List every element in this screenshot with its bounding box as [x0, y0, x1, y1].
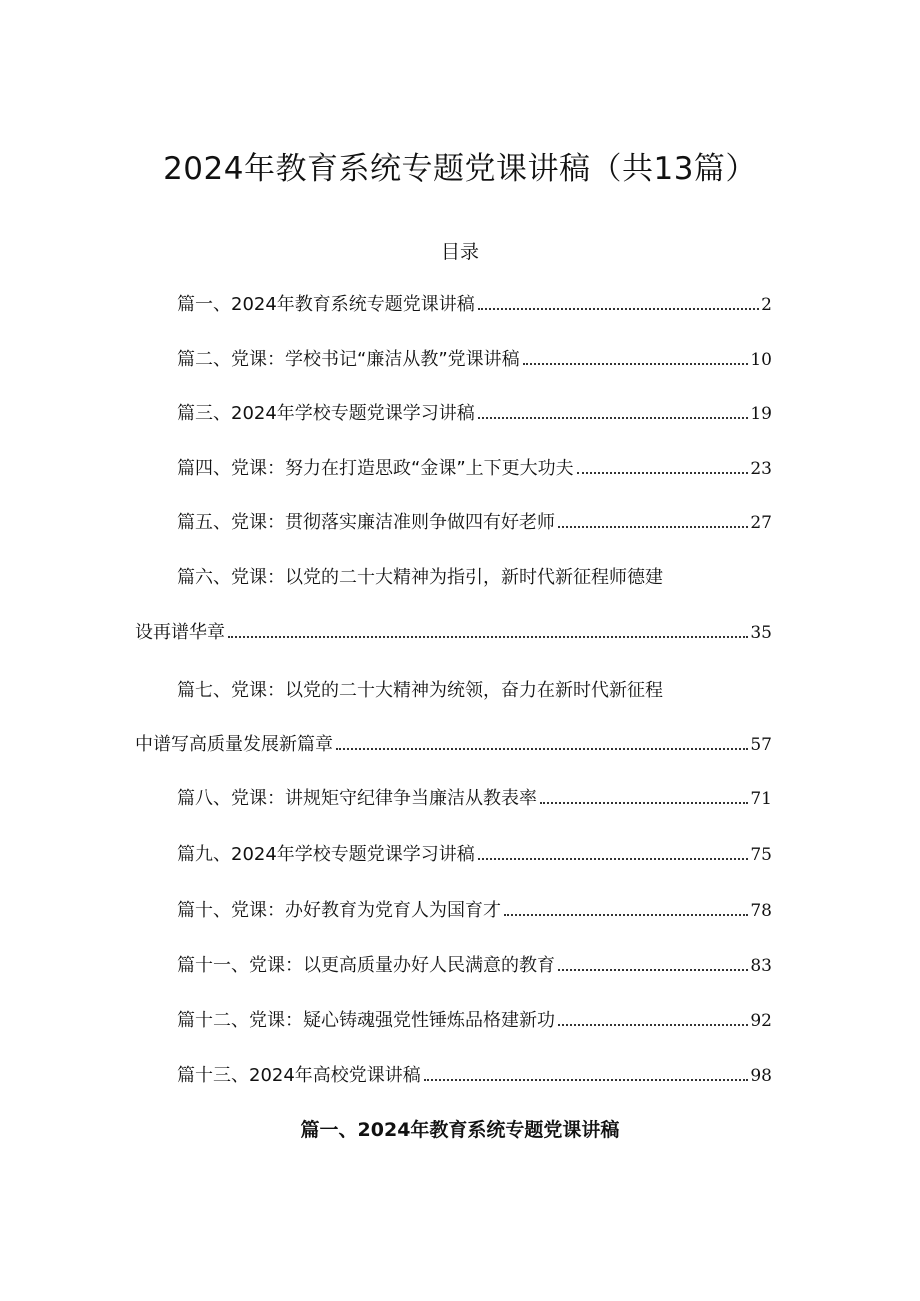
- toc-entry-label: 篇五、党课：贯彻落实廉洁准则争做四有好老师: [177, 512, 555, 533]
- toc-heading: 目录: [440, 241, 479, 263]
- toc-entry-page: 27: [750, 513, 772, 533]
- toc-entry-7-line1[interactable]: [135, 676, 772, 706]
- toc-entry-page: 75: [750, 845, 772, 865]
- dot-leader: [558, 969, 748, 971]
- toc-entry-label: 篇九、2024年学校专题党课学习讲稿: [177, 844, 475, 865]
- toc-entry-label: 篇七、党课：以党的二十大精神为统领，奋力在新时代新征程: [177, 680, 663, 701]
- dot-leader: [558, 526, 748, 528]
- toc-entry-page: 57: [750, 735, 772, 755]
- toc-entry-12[interactable]: [135, 1006, 772, 1036]
- document-title: 2024年教育系统专题党课讲稿（共13篇）: [163, 151, 757, 187]
- toc-entry-10[interactable]: [135, 896, 772, 926]
- dot-leader: [336, 748, 748, 750]
- toc-entry-1[interactable]: [135, 290, 772, 320]
- toc-entry-page: 2: [761, 295, 772, 315]
- toc-entry-5[interactable]: [135, 508, 772, 538]
- toc-entry-label-continued: 设再谱华章: [135, 622, 225, 643]
- toc-entry-label: 篇一、2024年教育系统专题党课讲稿: [177, 294, 475, 315]
- dot-leader: [577, 472, 749, 474]
- toc-entry-label: 篇六、党课：以党的二十大精神为指引，新时代新征程师德建: [177, 567, 663, 588]
- toc-entry-9[interactable]: [135, 840, 772, 870]
- dot-leader: [504, 914, 748, 916]
- toc-entry-label: 篇三、2024年学校专题党课学习讲稿: [177, 403, 475, 424]
- toc-entry-8[interactable]: [135, 784, 772, 814]
- toc-entry-label-continued: 中谱写高质量发展新篇章: [135, 734, 333, 755]
- dot-leader: [228, 636, 748, 638]
- toc-entry-2[interactable]: [135, 345, 772, 375]
- toc-entry-3[interactable]: [135, 399, 772, 429]
- toc-entry-page: 10: [750, 350, 772, 370]
- toc-entry-page: 35: [750, 623, 772, 643]
- toc-entry-6-line1[interactable]: [135, 563, 772, 593]
- toc-entry-page: 92: [750, 1011, 772, 1031]
- toc-entry-label: 篇十三、2024年高校党课讲稿: [177, 1065, 421, 1086]
- toc-entry-label: 篇四、党课：努力在打造思政“金课”上下更大功夫: [177, 458, 574, 479]
- dot-leader: [478, 858, 749, 860]
- toc-entry-7-line2[interactable]: [135, 730, 772, 760]
- toc-entry-6-line2[interactable]: [135, 618, 772, 648]
- toc-entry-page: 23: [750, 459, 772, 479]
- toc-entry-label: 篇十一、党课：以更高质量办好人民满意的教育: [177, 955, 555, 976]
- toc-entry-page: 98: [750, 1066, 772, 1086]
- toc-entry-page: 83: [750, 956, 772, 976]
- toc-entry-page: 78: [750, 901, 772, 921]
- toc-entry-label: 篇十、党课：办好教育为党育人为国育才: [177, 900, 501, 921]
- toc-entry-11[interactable]: [135, 951, 772, 981]
- toc-entry-13[interactable]: [135, 1061, 772, 1091]
- dot-leader: [424, 1079, 749, 1081]
- toc-entry-page: 19: [750, 404, 772, 424]
- dot-leader: [540, 802, 748, 804]
- dot-leader: [478, 308, 759, 310]
- toc-entry-4[interactable]: [135, 454, 772, 484]
- section-heading: 篇一、2024年教育系统专题党课讲稿: [300, 1119, 620, 1141]
- toc-entry-label: 篇八、党课：讲规矩守纪律争当廉洁从教表率: [177, 788, 537, 809]
- toc-entry-label: 篇十二、党课：疑心铸魂强党性锤炼品格建新功: [177, 1010, 555, 1031]
- toc-entry-label: 篇二、党课：学校书记“廉洁从教”党课讲稿: [177, 349, 520, 370]
- toc-entry-page: 71: [750, 789, 772, 809]
- dot-leader: [523, 363, 749, 365]
- dot-leader: [478, 417, 749, 419]
- dot-leader: [558, 1024, 748, 1026]
